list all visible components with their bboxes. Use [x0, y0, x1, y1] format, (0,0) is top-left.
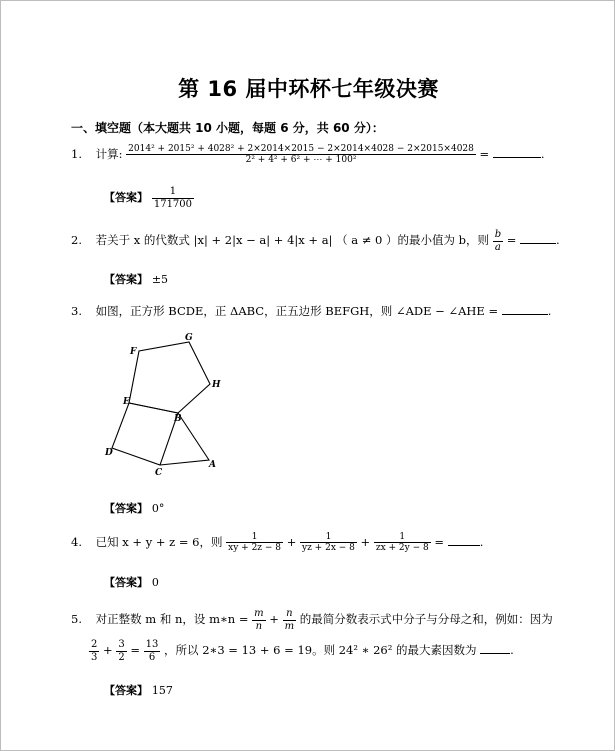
example-fraction-1 [89, 639, 99, 663]
question-5-line-2: $\frac{2}{3}$ + $\frac{3}{2}$ = $\frac{13}{6}$ ，所以 2∗3 = 13 + 6 = 19。则 24² ∗ 26² 的最大素因数为 . [91, 639, 514, 663]
fraction-denominator: 2 [118, 651, 125, 663]
label-B: B [174, 414, 182, 424]
question-number: 1. [71, 146, 82, 161]
q1-denominator: 2² + 4² + 6² + ⋯ + 100² [245, 155, 357, 166]
answer-value: 157 [151, 684, 173, 697]
example-fraction-3 [144, 639, 161, 663]
fraction-denominator: a [494, 241, 501, 253]
m-over-n-fraction [252, 608, 265, 632]
fraction-numerator: 3 [118, 639, 125, 650]
fraction-numerator: 2 [91, 639, 98, 650]
answer-label: 【答案】 [104, 191, 148, 204]
plus-sign: + [286, 534, 297, 549]
question-1: 1. 计算: 2014² + 2015² + 4028² + 2×2014×2015 − 2×2014×4028 − 2×2015×4028 2² + 4² + 6² + ⋯ + 100² = . [71, 144, 545, 166]
question-number: 5. [71, 612, 82, 626]
fraction-denominator: 6 [148, 651, 156, 663]
answer-label: 【答案】 [104, 684, 148, 697]
equals-sign: = [130, 643, 140, 657]
question-text-tail: 的最简分数表示式中分子与分母之和，例如：因为 [299, 612, 553, 626]
fraction-denominator: n [255, 620, 263, 632]
question-2: 2. 若关于 x 的代数式 |x| + 2|x − a| + 4|x + a| （ a ≠ 0 ）的最小值为 b，则 $\frac{b}{a}$ = . [71, 229, 560, 253]
answer-2 [104, 271, 168, 287]
geometry-figure [96, 329, 236, 479]
plus-sign: + [103, 643, 113, 657]
label-F: F [130, 347, 137, 357]
fraction-denominator: yz + 2x − 8 [302, 543, 355, 554]
answer-denominator: 171700 [153, 198, 193, 210]
fraction-denominator: 3 [91, 651, 98, 663]
equals-sign: = [479, 146, 490, 161]
fraction-denominator: m [284, 620, 295, 632]
answer-value: 0° [151, 502, 165, 515]
answer-value: ±5 [151, 273, 169, 286]
label-C: C [155, 468, 163, 478]
answer-label: 【答案】 [104, 576, 148, 589]
fraction-numerator: 1 [226, 532, 283, 543]
label-D: D [105, 448, 113, 458]
equals-sign: = [434, 534, 445, 549]
question-number: 4. [71, 534, 82, 549]
fraction-denominator: xy + 2z − 8 [228, 543, 282, 554]
label-G: G [185, 333, 193, 343]
answer-4 [104, 574, 159, 590]
answer-blank [448, 545, 480, 546]
q1-numerator: 2014² + 2015² + 4028² + 2×2014×2015 − 2×2014×4028 − 2×2015×4028 [128, 144, 474, 154]
fraction-denominator: zx + 2y − 8 [375, 543, 429, 554]
question-number: 2. [71, 233, 82, 247]
answer-1 [104, 186, 194, 210]
fraction-numerator: 1 [300, 532, 357, 543]
n-over-m-fraction [283, 608, 296, 632]
answer-3 [104, 500, 164, 516]
example-fraction-2 [116, 639, 126, 663]
label-E: E [123, 397, 130, 407]
page-title: 第 16 届中环杯七年级决赛 [178, 77, 439, 101]
question-number: 3. [71, 304, 82, 318]
answer-5 [104, 682, 173, 698]
label-H: H [212, 380, 221, 390]
fraction-term-3 [374, 532, 431, 554]
question-text-tail: ，所以 2∗3 = 13 + 6 = 19。则 24² ∗ 26² 的最大素因数为 [164, 643, 477, 657]
square-bcde [112, 403, 178, 465]
question-3: 3. 如图，正方形 BCDE，正 ΔABC，正五边形 BEFGH，则 ∠ADE − ∠AHE = . [71, 304, 552, 318]
question-text: 已知 x + y + z = 6，则 [95, 534, 223, 549]
fraction-numerator: m [254, 608, 264, 619]
pentagon-bef gh [129, 342, 210, 413]
fraction-numerator: n [283, 608, 296, 621]
question-4: 4. 已知 x + y + z = 6，则 $\frac{1}{xy + 2z - 8}$ + $\frac{1}{yz + 2x - 8}$ + $\frac{1}{zx + 2y - 8}$ = . [71, 532, 484, 554]
plus-sign: + [269, 612, 279, 626]
answer-blank [480, 653, 510, 654]
triangle-abc [160, 413, 209, 465]
question-5-line-1 [71, 608, 553, 632]
section-heading: 一、填空题（本大题共 10 小题，每题 6 分，共 60 分）： [71, 121, 384, 135]
fraction-term-1 [226, 532, 283, 554]
answer-blank [493, 157, 541, 158]
fraction-numerator: 13 [145, 639, 159, 650]
question-text: 若关于 x 的代数式 |x| + 2|x − a| + 4|x + a| （ a ≠ 0 ）的最小值为 b，则 [95, 233, 490, 247]
answer-label: 【答案】 [104, 502, 148, 515]
answer-fraction [152, 186, 194, 210]
q1-fraction [126, 144, 476, 166]
answer-blank [502, 314, 548, 315]
fraction-numerator: b [494, 229, 502, 240]
answer-label: 【答案】 [104, 273, 148, 286]
answer-numerator: 1 [152, 186, 194, 199]
question-text: 如图，正方形 BCDE，正 ΔABC，正五边形 BEFGH，则 ∠ADE − ∠AHE = [95, 304, 499, 318]
label-A: A [209, 460, 216, 470]
equals-sign: = [506, 233, 517, 247]
question-text: 对正整数 m 和 n，设 m∗n = [95, 612, 249, 626]
answer-blank [520, 243, 556, 244]
b-over-a-fraction [493, 229, 503, 253]
fraction-numerator: 1 [374, 532, 431, 543]
answer-value: 0 [151, 576, 159, 589]
question-prefix: 计算: [95, 146, 123, 161]
fraction-term-2 [300, 532, 357, 554]
plus-sign: + [360, 534, 371, 549]
